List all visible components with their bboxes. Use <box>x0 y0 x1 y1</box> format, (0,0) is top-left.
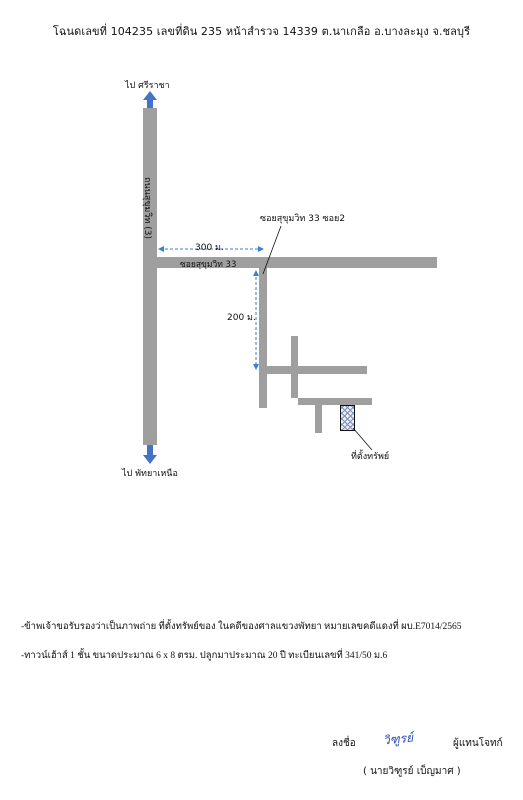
document-title: โฉนดเลขที่ 104235 เลขที่ดิน 235 หน้าสำรวจ 14339 ต.นาเกลือ อ.บางละมุง จ.ชลบุรี <box>52 25 471 38</box>
note-property-detail: -ทาวน์เฮ้าส์ 1 ชั้น ขนาดประมาณ 6 x 8 ตรม. ปลูกมาประมาณ 20 ปี ทะเบียนเลขที่ 341/50 ม.6 <box>21 651 388 661</box>
label-side-road: ซอยสุขุมวิท 33 <box>180 260 237 270</box>
label-main-road: ถนนสุขุมวิท (3) <box>142 177 152 239</box>
handwritten-signature: วิฑูรย์ <box>382 730 414 748</box>
sign-label: ลงชื่อ <box>332 738 356 749</box>
leader-line-soi2 <box>263 226 281 274</box>
leader-line-property <box>353 428 372 450</box>
label-to-north: ไป ศรีราชา <box>125 81 170 91</box>
signer-name: ( นายวิฑูรย์ เบ็ญมาศ ) <box>363 766 461 777</box>
label-to-south: ไป พัทยาเหนือ <box>122 469 178 479</box>
label-dist-vertical: 200 ม. <box>227 313 256 323</box>
label-property: ที่ตั้งทรัพย์ <box>351 452 390 462</box>
note-certification: -ข้าพเจ้าขอรับรองว่าเป็นภาพถ่าย ที่ตั้งทรัพย์ของ ในคดีของศาลแขวงพัทยา หมายเลขคดีแดงที่ ผบ.E7014/2565 <box>21 622 462 632</box>
label-side-road-2: ซอยสุขุมวิท 33 ซอย2 <box>260 214 346 224</box>
arrow-north-icon <box>143 91 157 108</box>
signer-role: ผู้แทนโจทก์ <box>453 738 503 749</box>
label-dist-horizontal: 300 ม. <box>195 243 224 253</box>
arrow-south-icon <box>143 445 157 464</box>
